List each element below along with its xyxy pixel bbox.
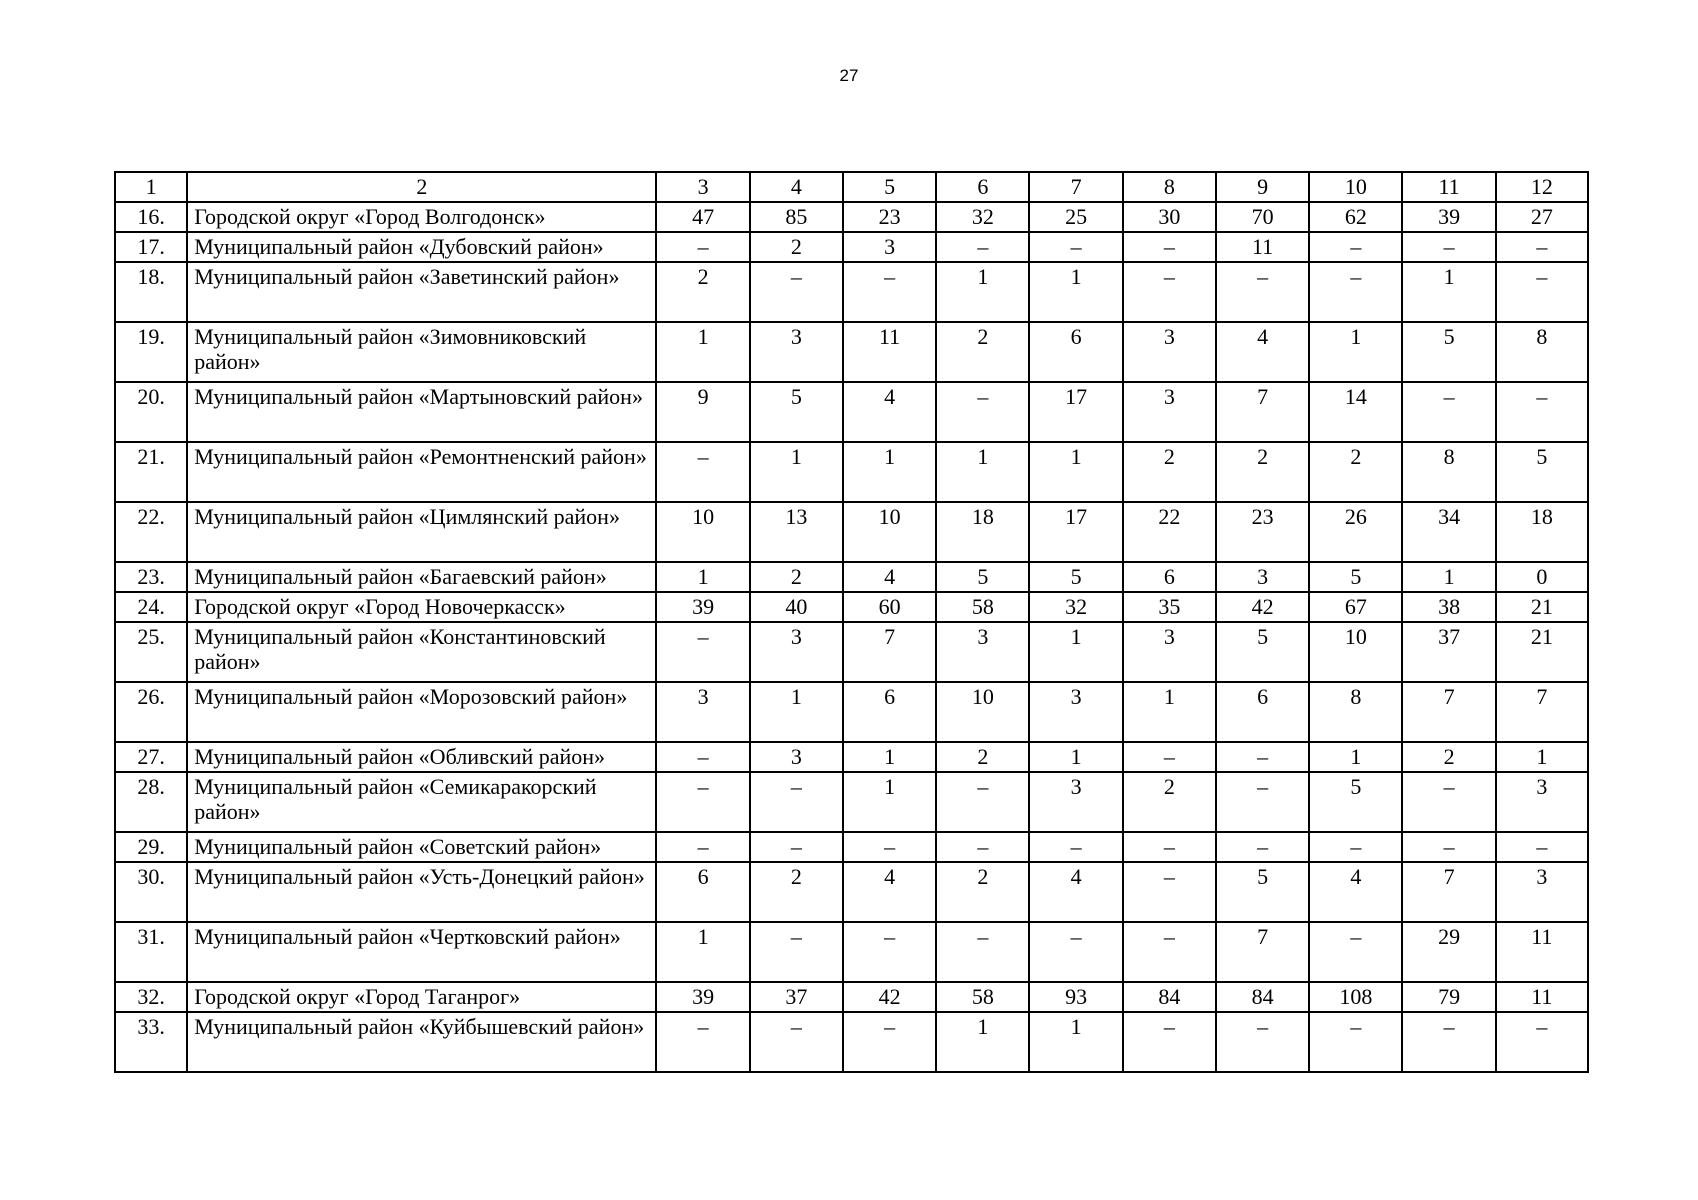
value-cell: –	[1496, 1012, 1588, 1072]
table-row	[115, 832, 1588, 862]
value-cell: 47	[656, 202, 749, 232]
value-cell: 30	[1123, 202, 1216, 232]
value-cell: –	[1309, 232, 1402, 262]
row-name-cell: Муниципальный район «Багаевский район»	[187, 562, 656, 592]
row-name-cell: Муниципальный район «Мартыновский район»	[187, 382, 656, 442]
value-cell: 67	[1309, 592, 1402, 622]
value-cell: –	[750, 772, 843, 832]
value-cell: –	[656, 742, 749, 772]
row-name-cell: Муниципальный район «Чертковский район»	[187, 922, 656, 982]
value-cell: 40	[750, 592, 843, 622]
value-cell: 58	[936, 592, 1029, 622]
value-cell: 21	[1496, 622, 1588, 682]
value-cell: 5	[750, 382, 843, 442]
value-cell: –	[750, 832, 843, 862]
header-cell: 12	[1496, 172, 1588, 202]
page-number: 27	[839, 66, 859, 85]
value-cell: –	[750, 262, 843, 322]
value-cell: 1	[843, 772, 936, 832]
value-cell: –	[843, 262, 936, 322]
data-table	[114, 171, 1589, 1073]
value-cell: 1	[656, 322, 749, 382]
value-cell: –	[936, 832, 1029, 862]
row-number-cell: 22.	[115, 502, 187, 562]
row-number-cell: 18.	[115, 262, 187, 322]
value-cell: 5	[1496, 442, 1588, 502]
row-number-cell: 23.	[115, 562, 187, 592]
value-cell: 3	[750, 742, 843, 772]
row-name-cell: Муниципальный район «Семикаракорский район»	[187, 772, 656, 832]
value-cell: –	[656, 772, 749, 832]
value-cell: 1	[936, 262, 1029, 322]
value-cell: 1	[1402, 562, 1495, 592]
value-cell: 70	[1216, 202, 1309, 232]
value-cell: –	[1123, 262, 1216, 322]
row-number-cell: 17.	[115, 232, 187, 262]
value-cell: 11	[843, 322, 936, 382]
value-cell: –	[1123, 862, 1216, 922]
value-cell: 37	[750, 982, 843, 1012]
value-cell: –	[936, 382, 1029, 442]
value-cell: 38	[1402, 592, 1495, 622]
value-cell: 2	[1123, 442, 1216, 502]
table-row	[115, 622, 1588, 682]
value-cell: 1	[656, 922, 749, 982]
value-cell: 10	[936, 682, 1029, 742]
table-body	[115, 172, 1588, 1072]
value-cell: 1	[1029, 622, 1122, 682]
value-cell: –	[843, 922, 936, 982]
value-cell: 3	[1123, 382, 1216, 442]
value-cell: 62	[1309, 202, 1402, 232]
header-cell: 5	[843, 172, 936, 202]
value-cell: –	[1123, 832, 1216, 862]
value-cell: 2	[1216, 442, 1309, 502]
value-cell: 5	[1216, 862, 1309, 922]
row-number-cell: 29.	[115, 832, 187, 862]
value-cell: 7	[1402, 682, 1495, 742]
value-cell: 18	[936, 502, 1029, 562]
value-cell: 3	[1496, 862, 1588, 922]
value-cell: 1	[1402, 262, 1495, 322]
value-cell: 6	[1123, 562, 1216, 592]
row-name-cell: Муниципальный район «Заветинский район»	[187, 262, 656, 322]
value-cell: 18	[1496, 502, 1588, 562]
row-number-cell: 25.	[115, 622, 187, 682]
value-cell: 42	[1216, 592, 1309, 622]
value-cell: 5	[1216, 622, 1309, 682]
value-cell: –	[1216, 742, 1309, 772]
row-number-cell: 24.	[115, 592, 187, 622]
value-cell: 108	[1309, 982, 1402, 1012]
value-cell: 3	[750, 322, 843, 382]
value-cell: 7	[1216, 922, 1309, 982]
value-cell: 23	[1216, 502, 1309, 562]
value-cell: 93	[1029, 982, 1122, 1012]
value-cell: 3	[1123, 622, 1216, 682]
value-cell: 1	[656, 562, 749, 592]
value-cell: 1	[750, 682, 843, 742]
value-cell: 85	[750, 202, 843, 232]
value-cell: 1	[1309, 742, 1402, 772]
value-cell: –	[1402, 1012, 1495, 1072]
value-cell: –	[656, 622, 749, 682]
value-cell: 4	[1216, 322, 1309, 382]
table-row	[115, 202, 1588, 232]
value-cell: 8	[1309, 682, 1402, 742]
value-cell: 4	[1309, 862, 1402, 922]
value-cell: 58	[936, 982, 1029, 1012]
value-cell: –	[656, 232, 749, 262]
row-number-cell: 20.	[115, 382, 187, 442]
value-cell: 84	[1123, 982, 1216, 1012]
value-cell: –	[1123, 1012, 1216, 1072]
value-cell: 2	[1309, 442, 1402, 502]
value-cell: –	[1402, 382, 1495, 442]
row-name-cell: Муниципальный район «Усть-Донецкий район»	[187, 862, 656, 922]
value-cell: 23	[843, 202, 936, 232]
table-row	[115, 562, 1588, 592]
row-number-cell: 27.	[115, 742, 187, 772]
value-cell: 10	[656, 502, 749, 562]
table-row	[115, 922, 1588, 982]
value-cell: 5	[1309, 562, 1402, 592]
row-name-cell: Городской округ «Город Таганрог»	[187, 982, 656, 1012]
value-cell: –	[1309, 832, 1402, 862]
value-cell: 1	[1029, 262, 1122, 322]
row-number-cell: 31.	[115, 922, 187, 982]
value-cell: 34	[1402, 502, 1495, 562]
table-row	[115, 862, 1588, 922]
value-cell: 32	[1029, 592, 1122, 622]
row-name-cell: Городской округ «Город Новочеркасск»	[187, 592, 656, 622]
header-cell: 8	[1123, 172, 1216, 202]
value-cell: –	[1216, 1012, 1309, 1072]
header-cell: 1	[115, 172, 187, 202]
value-cell: –	[1029, 832, 1122, 862]
row-number-cell: 30.	[115, 862, 187, 922]
table-row	[115, 772, 1588, 832]
value-cell: 7	[1496, 682, 1588, 742]
value-cell: 3	[750, 622, 843, 682]
value-cell: 2	[936, 742, 1029, 772]
row-name-cell: Муниципальный район «Морозовский район»	[187, 682, 656, 742]
value-cell: –	[1402, 232, 1495, 262]
header-row	[115, 172, 1588, 202]
value-cell: 14	[1309, 382, 1402, 442]
value-cell: 84	[1216, 982, 1309, 1012]
value-cell: 1	[1496, 742, 1588, 772]
header-cell: 3	[656, 172, 749, 202]
value-cell: –	[936, 922, 1029, 982]
value-cell: –	[1216, 772, 1309, 832]
value-cell: 2	[936, 862, 1029, 922]
value-cell: 4	[843, 862, 936, 922]
value-cell: 6	[843, 682, 936, 742]
value-cell: 42	[843, 982, 936, 1012]
table-row	[115, 1012, 1588, 1072]
value-cell: 11	[1216, 232, 1309, 262]
value-cell: 7	[843, 622, 936, 682]
value-cell: 6	[656, 862, 749, 922]
value-cell: 3	[936, 622, 1029, 682]
header-cell: 2	[187, 172, 656, 202]
value-cell: 2	[750, 862, 843, 922]
row-number-cell: 21.	[115, 442, 187, 502]
row-number-cell: 26.	[115, 682, 187, 742]
value-cell: 2	[750, 562, 843, 592]
value-cell: –	[1496, 232, 1588, 262]
header-cell: 4	[750, 172, 843, 202]
value-cell: 27	[1496, 202, 1588, 232]
value-cell: 39	[1402, 202, 1495, 232]
row-number-cell: 28.	[115, 772, 187, 832]
value-cell: 10	[843, 502, 936, 562]
value-cell: –	[1496, 262, 1588, 322]
value-cell: 26	[1309, 502, 1402, 562]
value-cell: 32	[936, 202, 1029, 232]
value-cell: –	[656, 832, 749, 862]
table-row	[115, 382, 1588, 442]
row-name-cell: Муниципальный район «Советский район»	[187, 832, 656, 862]
value-cell: –	[1309, 1012, 1402, 1072]
value-cell: –	[750, 922, 843, 982]
value-cell: 22	[1123, 502, 1216, 562]
value-cell: 2	[1402, 742, 1495, 772]
value-cell: 3	[1496, 772, 1588, 832]
header-cell: 10	[1309, 172, 1402, 202]
value-cell: –	[1029, 232, 1122, 262]
value-cell: 4	[843, 562, 936, 592]
value-cell: 25	[1029, 202, 1122, 232]
table-row	[115, 232, 1588, 262]
value-cell: –	[1216, 832, 1309, 862]
table-row	[115, 322, 1588, 382]
value-cell: –	[1496, 832, 1588, 862]
value-cell: –	[1402, 832, 1495, 862]
row-number-cell: 33.	[115, 1012, 187, 1072]
value-cell: 1	[843, 742, 936, 772]
value-cell: 1	[750, 442, 843, 502]
row-number-cell: 16.	[115, 202, 187, 232]
value-cell: 5	[1309, 772, 1402, 832]
value-cell: 21	[1496, 592, 1588, 622]
value-cell: 17	[1029, 382, 1122, 442]
value-cell: 5	[1029, 562, 1122, 592]
value-cell: 1	[1123, 682, 1216, 742]
value-cell: 1	[843, 442, 936, 502]
value-cell: 1	[936, 442, 1029, 502]
row-name-cell: Муниципальный район «Обливский район»	[187, 742, 656, 772]
value-cell: 3	[1216, 562, 1309, 592]
value-cell: 11	[1496, 982, 1588, 1012]
header-cell: 7	[1029, 172, 1122, 202]
table-row	[115, 592, 1588, 622]
row-name-cell: Муниципальный район «Ремонтненский район»	[187, 442, 656, 502]
value-cell: 39	[656, 592, 749, 622]
value-cell: –	[1123, 742, 1216, 772]
row-number-cell: 19.	[115, 322, 187, 382]
value-cell: 1	[1029, 1012, 1122, 1072]
row-number-cell: 32.	[115, 982, 187, 1012]
row-name-cell: Муниципальный район «Дубовский район»	[187, 232, 656, 262]
value-cell: 13	[750, 502, 843, 562]
row-name-cell: Муниципальный район «Цимлянский район»	[187, 502, 656, 562]
value-cell: –	[1123, 922, 1216, 982]
value-cell: –	[1309, 922, 1402, 982]
header-cell: 9	[1216, 172, 1309, 202]
value-cell: –	[656, 1012, 749, 1072]
value-cell: 2	[936, 322, 1029, 382]
value-cell: –	[1216, 262, 1309, 322]
value-cell: –	[1029, 922, 1122, 982]
value-cell: –	[843, 1012, 936, 1072]
value-cell: 8	[1402, 442, 1495, 502]
row-name-cell: Муниципальный район «Зимовниковский район»	[187, 322, 656, 382]
value-cell: 0	[1496, 562, 1588, 592]
value-cell: –	[936, 772, 1029, 832]
value-cell: 2	[656, 262, 749, 322]
value-cell: –	[936, 232, 1029, 262]
value-cell: 79	[1402, 982, 1495, 1012]
value-cell: 37	[1402, 622, 1495, 682]
row-name-cell: Муниципальный район «Куйбышевский район»	[187, 1012, 656, 1072]
value-cell: 10	[1309, 622, 1402, 682]
value-cell: 4	[1029, 862, 1122, 922]
value-cell: 11	[1496, 922, 1588, 982]
value-cell: 6	[1029, 322, 1122, 382]
value-cell: –	[843, 832, 936, 862]
value-cell: 2	[750, 232, 843, 262]
value-cell: –	[1309, 262, 1402, 322]
value-cell: 5	[936, 562, 1029, 592]
value-cell: –	[656, 442, 749, 502]
table-row	[115, 502, 1588, 562]
value-cell: 17	[1029, 502, 1122, 562]
value-cell: 1	[1029, 442, 1122, 502]
value-cell: 3	[1029, 772, 1122, 832]
value-cell: 7	[1402, 862, 1495, 922]
header-cell: 11	[1402, 172, 1495, 202]
value-cell: 60	[843, 592, 936, 622]
table-row	[115, 742, 1588, 772]
value-cell: 3	[1123, 322, 1216, 382]
table-row	[115, 682, 1588, 742]
value-cell: 3	[843, 232, 936, 262]
value-cell: 1	[1309, 322, 1402, 382]
row-name-cell: Городской округ «Город Волгодонск»	[187, 202, 656, 232]
row-name-cell: Муниципальный район «Константиновский район»	[187, 622, 656, 682]
value-cell: 1	[1029, 742, 1122, 772]
table-row	[115, 982, 1588, 1012]
value-cell: 39	[656, 982, 749, 1012]
header-cell: 6	[936, 172, 1029, 202]
value-cell: 35	[1123, 592, 1216, 622]
value-cell: 8	[1496, 322, 1588, 382]
value-cell: 5	[1402, 322, 1495, 382]
value-cell: –	[1123, 232, 1216, 262]
table-row	[115, 442, 1588, 502]
value-cell: –	[1496, 382, 1588, 442]
value-cell: 4	[843, 382, 936, 442]
table-row	[115, 262, 1588, 322]
value-cell: –	[750, 1012, 843, 1072]
value-cell: 3	[1029, 682, 1122, 742]
value-cell: –	[1402, 772, 1495, 832]
value-cell: 7	[1216, 382, 1309, 442]
value-cell: 2	[1123, 772, 1216, 832]
value-cell: 1	[936, 1012, 1029, 1072]
value-cell: 3	[656, 682, 749, 742]
value-cell: 29	[1402, 922, 1495, 982]
value-cell: 9	[656, 382, 749, 442]
value-cell: 6	[1216, 682, 1309, 742]
